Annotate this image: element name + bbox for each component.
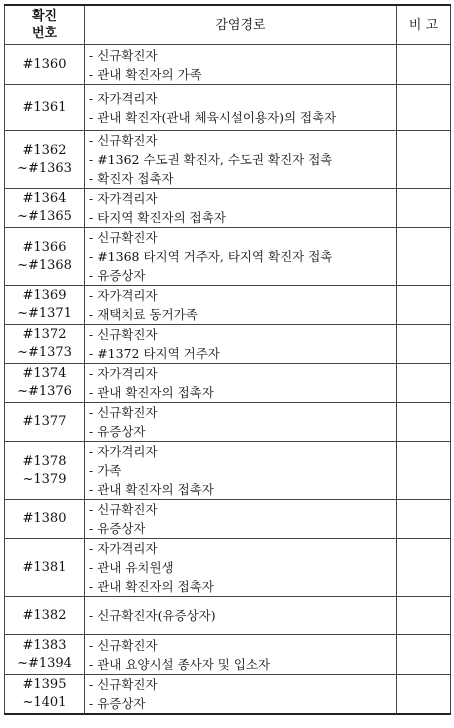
route-item: - 관내 요양시설 종사자 및 입소자 xyxy=(89,656,271,672)
table-header-row xyxy=(5,5,451,45)
route-item: - 유증상자 xyxy=(89,424,146,439)
table-row xyxy=(5,500,451,539)
note-cell xyxy=(397,442,451,500)
case-number: #1361 xyxy=(22,99,67,115)
route-item: - 신규확진자 xyxy=(89,405,158,420)
route-item: - 관내 확진자의 접촉자 xyxy=(89,482,214,497)
route-item: - 신규확진자 xyxy=(89,47,158,63)
case-number-cell xyxy=(5,500,85,539)
infection-route-cell xyxy=(85,45,397,85)
case-number-cell xyxy=(5,403,85,442)
case-number-cell xyxy=(5,85,85,131)
note-cell xyxy=(397,597,451,635)
case-number: ~#1368 xyxy=(17,257,72,273)
route-item: - 자가격리자 xyxy=(89,90,158,106)
case-number: #1395 xyxy=(22,677,67,692)
infection-route-cell xyxy=(85,325,397,364)
infection-route-cell xyxy=(85,85,397,131)
case-number-cell xyxy=(5,675,85,715)
table-row xyxy=(5,228,451,286)
header-infection-route: 감염경로 xyxy=(85,5,397,45)
table-row xyxy=(5,45,451,85)
infection-route-cell xyxy=(85,364,397,403)
route-item: - 관내 확진자(관내 체육시설이용자)의 접촉자 xyxy=(89,109,337,125)
case-number: #1378 xyxy=(22,453,67,469)
route-item: - 확진자 접촉자 xyxy=(89,171,174,186)
note-cell xyxy=(397,675,451,715)
route-item: - 자가격리자 xyxy=(89,191,158,206)
case-number: #1369 xyxy=(22,288,67,303)
note-cell xyxy=(397,131,451,189)
case-number: #1366 xyxy=(22,239,67,255)
note-cell xyxy=(397,539,451,597)
case-number: #1372 xyxy=(22,327,67,342)
route-item: - 재택치료 동거가족 xyxy=(89,307,198,322)
infection-route-cell xyxy=(85,403,397,442)
table-row xyxy=(5,286,451,325)
case-number: #1374 xyxy=(22,366,67,381)
route-item: - 관내 확진자의 가족 xyxy=(89,66,202,82)
route-item: - 관내 유치원생 xyxy=(89,560,174,575)
table-row xyxy=(5,325,451,364)
case-number-cell xyxy=(5,635,85,675)
case-number: #1383 xyxy=(22,637,67,653)
route-item: - 관내 확진자의 접촉자 xyxy=(89,385,214,400)
route-item: - 유증상자 xyxy=(89,268,146,283)
table-row xyxy=(5,539,451,597)
table-row xyxy=(5,597,451,635)
route-item: - 자가격리자 xyxy=(89,444,158,459)
case-number: #1364 xyxy=(22,191,67,206)
case-number-cell xyxy=(5,131,85,189)
route-item: - 신규확진자 xyxy=(89,327,158,342)
note-cell xyxy=(397,45,451,85)
note-cell xyxy=(397,85,451,131)
infection-route-cell xyxy=(85,189,397,228)
infection-route-cell xyxy=(85,500,397,539)
route-item: - 자가격리자 xyxy=(89,366,158,381)
table-row xyxy=(5,675,451,715)
route-item: - 신규확진자 xyxy=(89,677,158,692)
table-row xyxy=(5,635,451,675)
note-cell xyxy=(397,189,451,228)
route-item: - #1362 수도권 확진자, 수도권 확진자 접촉 xyxy=(89,152,333,167)
table-row xyxy=(5,85,451,131)
route-item: - 신규확진자 xyxy=(89,502,158,517)
route-item: - 유증상자 xyxy=(89,696,146,711)
case-number: #1377 xyxy=(22,414,67,429)
note-cell xyxy=(397,403,451,442)
route-item: - 관내 확진자의 접촉자 xyxy=(89,579,214,594)
header-case-number-line1: 확진 xyxy=(31,9,58,24)
case-number-cell xyxy=(5,325,85,364)
case-number: #1382 xyxy=(22,607,67,623)
table-row xyxy=(5,364,451,403)
case-number-cell xyxy=(5,442,85,500)
header-case-number xyxy=(5,5,85,45)
table-row xyxy=(5,442,451,500)
case-number-cell xyxy=(5,228,85,286)
header-note: 비 고 xyxy=(397,5,451,45)
table-body xyxy=(5,45,451,715)
infection-route-cell xyxy=(85,442,397,500)
case-number-cell xyxy=(5,364,85,403)
infection-route-cell xyxy=(85,675,397,715)
case-number-cell xyxy=(5,597,85,635)
note-cell xyxy=(397,500,451,539)
route-item: - 유증상자 xyxy=(89,521,146,536)
case-number: ~#1376 xyxy=(17,384,72,399)
infection-route-cell xyxy=(85,539,397,597)
route-item: - 신규확진자 xyxy=(89,133,158,148)
route-item: - 신규확진자 xyxy=(89,230,158,245)
route-item: - 자가격리자 xyxy=(89,541,158,556)
case-number: ~#1394 xyxy=(17,655,72,671)
note-cell xyxy=(397,286,451,325)
route-item: - 타지역 확진자의 접촉자 xyxy=(89,210,226,225)
route-item: - 자가격리자 xyxy=(89,288,158,303)
route-item: - 가족 xyxy=(89,463,122,478)
infection-route-cell xyxy=(85,228,397,286)
case-number: ~#1365 xyxy=(17,209,72,224)
note-cell xyxy=(397,228,451,286)
route-item: - #1368 타지역 거주자, 타지역 확진자 접촉 xyxy=(89,249,333,264)
case-number: ~#1371 xyxy=(17,306,72,321)
case-number: #1380 xyxy=(22,511,67,526)
note-cell xyxy=(397,364,451,403)
case-number: ~1401 xyxy=(22,695,67,710)
case-number-cell xyxy=(5,189,85,228)
case-number-cell xyxy=(5,45,85,85)
table-row xyxy=(5,131,451,189)
case-number-cell xyxy=(5,539,85,597)
case-number: #1381 xyxy=(22,559,67,575)
route-item: - #1372 타지역 거주자 xyxy=(89,346,220,361)
case-number: #1360 xyxy=(22,56,67,72)
case-number-cell xyxy=(5,286,85,325)
note-cell xyxy=(397,635,451,675)
case-number: ~#1373 xyxy=(17,345,72,360)
infection-route-cell xyxy=(85,286,397,325)
infection-route-cell xyxy=(85,597,397,635)
table-row xyxy=(5,403,451,442)
case-number: ~#1363 xyxy=(17,160,72,176)
case-route-table xyxy=(4,4,451,715)
case-number: ~1379 xyxy=(22,471,67,487)
header-case-number-line2: 번호 xyxy=(31,26,58,41)
infection-route-cell xyxy=(85,635,397,675)
case-number: #1362 xyxy=(22,142,67,158)
route-item: - 신규확진자 xyxy=(89,637,158,653)
table-row xyxy=(5,189,451,228)
route-item: - 신규확진자(유증상자) xyxy=(89,608,216,623)
infection-route-cell xyxy=(85,131,397,189)
note-cell xyxy=(397,325,451,364)
